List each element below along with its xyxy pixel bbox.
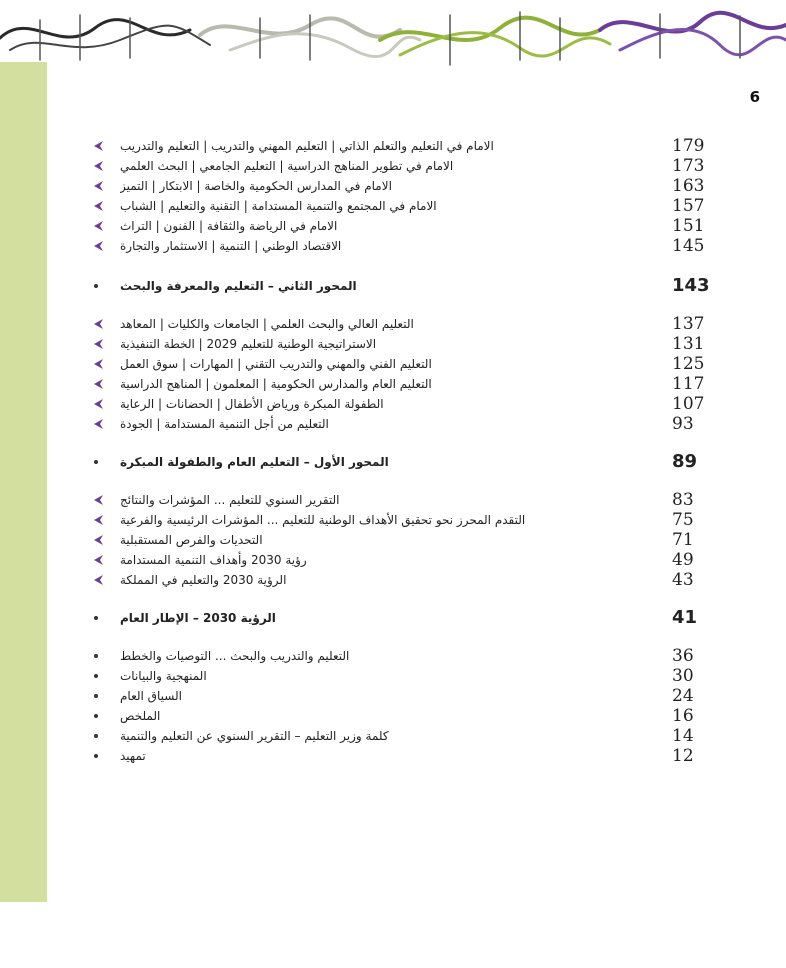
toc-section-title: ﺍﻟﻤﺤﻮﺭ ﺍﻷﻭﻝ – ﺍﻟﺘﻌﻠﻴﻢ ﺍﻟﻌﺎﻡ ﻭﺍﻟﻄﻔﻮﻟﺔ ﺍﻟﻤﺒﻜﺮﺓ (120, 455, 389, 469)
toc-entry[interactable] (80, 491, 732, 511)
toc-entry-page: 93 (672, 414, 694, 434)
toc-section-title: ﺍﻟﺮﺅﻳﺔ 2030 – ﺍﻹﻃﺎﺭ ﺍﻟﻌﺎﻡ (120, 611, 276, 625)
chevron-icon (92, 358, 104, 370)
toc-entry[interactable] (80, 375, 732, 395)
toc-section-title: ﺍﻟﻤﺤﻮﺭ ﺍﻟﺜﺎﻧﻲ – ﺍﻟﺘﻌﻠﻴﻢ ﻭﺍﻟﻤﻌﺮﻓﺔ ﻭﺍﻟﺒﺤﺚ (120, 279, 357, 293)
dot-icon (92, 612, 104, 624)
chevron-icon (92, 200, 104, 212)
toc-entry-page: 83 (672, 490, 694, 510)
toc-entry-page: 24 (672, 686, 694, 706)
toc-entry[interactable] (80, 197, 732, 217)
dot-icon (92, 280, 104, 292)
toc-entry-title: ﺍﻟﻤﻨﻬﺠﻴﺔ ﻭﺍﻟﺒﻴﺎﻧﺎﺕ (120, 669, 207, 683)
toc-entry-page: 157 (672, 196, 705, 216)
toc-entry[interactable] (80, 137, 732, 157)
chevron-icon (92, 514, 104, 526)
chevron-icon (92, 378, 104, 390)
chevron-icon (92, 494, 104, 506)
chevron-icon (92, 220, 104, 232)
dot-icon (92, 710, 104, 722)
toc-section-page: 89 (672, 451, 698, 472)
chevron-icon (92, 554, 104, 566)
toc-entry-title: ﺍﻻﻗﺘﺼﺎﺩ ﺍﻟﻮﻃﻨﻲ | ﺍﻟﺘﻨﻤﻴﺔ | ﺍﻻﺳﺘﺜﻤﺎﺭ ﻭﺍﻟﺘﺠﺎﺭﺓ (120, 239, 342, 253)
dot-icon (92, 670, 104, 682)
chevron-icon (92, 398, 104, 410)
chevron-icon (92, 418, 104, 430)
toc-entry-page: 145 (672, 236, 705, 256)
toc-entry[interactable] (80, 511, 732, 531)
toc-entry[interactable] (80, 315, 732, 335)
dot-icon (92, 456, 104, 468)
toc-entry-title: ﺍﻟﺘﻘﺮﻳﺮ ﺍﻟﺴﻨﻮﻱ ﻟﻠﺘﻌﻠﻴﻢ ... ﺍﻟﻤﺆﺷﺮﺍﺕ ﻭﺍﻟﻨﺘﺎﺋﺞ (120, 493, 340, 507)
toc-entry-title: ﺍﻟﺘﻌﻠﻴﻢ ﺍﻟﻌﺎﻡ ﻭﺍﻟﻤﺪﺍﺭﺱ ﺍﻟﺤﻜﻮﻣﻴﺔ | ﺍﻟﻤﻌﻠﻤﻮﻥ | ﺍﻟﻤﻨﺎﻫﺞ ﺍﻟﺪﺭﺍﺳﻴﺔ (120, 377, 432, 391)
toc-entry[interactable] (80, 335, 732, 355)
toc-entry-page: 107 (672, 394, 705, 414)
chevron-icon (92, 574, 104, 586)
toc-section-page: 143 (672, 275, 710, 296)
toc-entry-page: 151 (672, 216, 705, 236)
toc-entry[interactable] (80, 551, 732, 571)
toc-entry-title: ﺍﻻﻣﺎﻡ ﻓﻲ ﺍﻟﺘﻌﻠﻴﻢ ﻭﺍﻟﺘﻌﻠﻢ ﺍﻟﺬﺍﺗﻲ | ﺍﻟﺘﻌﻠﻴﻢ ﺍﻟﻤﻬﻨﻲ ﻭﺍﻟﺘﺪﺭﻳﺐ | ﺍﻟﺘﻌﻠﻴﻢ ﻭﺍﻟﺘﺪﺭﻳﺐ (120, 139, 494, 153)
toc-entry-page: 14 (672, 726, 694, 746)
toc-entry-title: ﺍﻟﺴﻴﺎﻕ ﺍﻟﻌﺎﻡ (120, 689, 182, 703)
toc-entry[interactable] (80, 667, 732, 687)
toc-entry-page: 36 (672, 646, 694, 666)
toc-section-page: 41 (672, 607, 698, 628)
sidebar-color-band (0, 62, 47, 902)
toc-section-heading[interactable] (80, 609, 732, 629)
toc-entry[interactable] (80, 707, 732, 727)
toc-entry-title: ﺍﻻﻣﺎﻡ ﻓﻲ ﺍﻟﻤﺠﺘﻤﻊ ﻭﺍﻟﺘﻨﻤﻴﺔ ﺍﻟﻤﺴﺘﺪﺍﻣﺔ | ﺍﻟﺘﻘﻨﻴﺔ ﻭﺍﻟﺘﻌﻠﻴﻢ | ﺍﻟﺸﺒﺎﺏ (120, 199, 437, 213)
chevron-icon (92, 534, 104, 546)
toc-entry-title: ﺍﻟﺘﻘﺪﻡ ﺍﻟﻤﺤﺮﺯ ﻧﺤﻮ ﺗﺤﻘﻴﻖ ﺍﻷﻫﺪﺍﻑ ﺍﻟﻮﻃﻨﻴﺔ ﻟﻠﺘﻌﻠﻴﻢ ... ﺍﻟﻤﺆﺷﺮﺍﺕ ﺍﻟﺮﺋﻴﺴﻴﺔ ﻭﺍﻟﻔﺮﻋﻴﺔ (120, 513, 526, 527)
chevron-icon (92, 338, 104, 350)
toc-entry[interactable] (80, 355, 732, 375)
toc-entry[interactable] (80, 747, 732, 767)
chevron-icon (92, 240, 104, 252)
toc-entry-title: ﺍﻟﺘﻌﻠﻴﻢ ﻭﺍﻟﺘﺪﺭﻳﺐ ﻭﺍﻟﺒﺤﺚ ... ﺍﻟﺘﻮﺻﻴﺎﺕ ﻭﺍﻟﺨﻄﻂ (120, 649, 350, 663)
toc-entry-title: ﺭﺅﻳﺔ 2030 ﻭﺃﻫﺪﺍﻑ ﺍﻟﺘﻨﻤﻴﺔ ﺍﻟﻤﺴﺘﺪﺍﻣﺔ (120, 553, 307, 567)
toc-entry-page: 163 (672, 176, 705, 196)
chevron-icon (92, 318, 104, 330)
dot-icon (92, 730, 104, 742)
toc-entry-page: 16 (672, 706, 694, 726)
toc-entry-title: ﺍﻟﻄﻔﻮﻟﺔ ﺍﻟﻤﺒﻜﺮﺓ ﻭﺭﻳﺎﺽ ﺍﻷﻃﻔﺎﻝ | ﺍﻟﺤﻀﺎﻧﺎﺕ | ﺍﻟﺮﻋﺎﻳﺔ (120, 397, 384, 411)
chevron-icon (92, 140, 104, 152)
toc-entry-page: 49 (672, 550, 694, 570)
toc-entry-title: ﺍﻟﺘﻌﻠﻴﻢ ﺍﻟﻔﻨﻲ ﻭﺍﻟﻤﻬﻨﻲ ﻭﺍﻟﺘﺪﺭﻳﺐ ﺍﻟﺘﻘﻨﻲ | ﺍﻟﻤﻬﺎﺭﺍﺕ | ﺳﻮﻕ ﺍﻟﻌﻤﻞ (120, 357, 432, 371)
toc-entry-title: ﺗﻤﻬﻴﺪ (120, 749, 146, 763)
toc-entry[interactable] (80, 217, 732, 237)
toc-entry-page: 12 (672, 746, 694, 766)
toc-entry[interactable] (80, 237, 732, 257)
toc-entry[interactable] (80, 571, 732, 591)
toc-entry-page: 125 (672, 354, 705, 374)
toc-entry[interactable] (80, 531, 732, 551)
toc-entry-page: 75 (672, 510, 694, 530)
toc-entry-page: 71 (672, 530, 694, 550)
toc-entry-page: 117 (672, 374, 705, 394)
toc-entry[interactable] (80, 395, 732, 415)
toc-section-heading[interactable] (80, 453, 732, 473)
dot-icon (92, 650, 104, 662)
toc-entry-title: ﺍﻟﺮﺅﻳﺔ 2030 ﻭﺍﻟﺘﻌﻠﻴﻢ ﻓﻲ ﺍﻟﻤﻤﻠﻜﺔ (120, 573, 287, 587)
toc-entry-title: ﺍﻻﻣﺎﻡ ﻓﻲ ﺗﻄﻮﻳﺮ ﺍﻟﻤﻨﺎﻫﺞ ﺍﻟﺪﺭﺍﺳﻴﺔ | ﺍﻟﺘﻌﻠﻴﻢ ﺍﻟﺠﺎﻣﻌﻲ | ﺍﻟﺒﺤﺚ ﺍﻟﻌﻠﻤﻲ (120, 159, 454, 173)
toc-entry-title: ﺍﻟﺘﻌﻠﻴﻢ ﻣﻦ ﺃﺟﻞ ﺍﻟﺘﻨﻤﻴﺔ ﺍﻟﻤﺴﺘﺪﺍﻣﺔ | ﺍﻟﺠﻮﺩﺓ (120, 417, 329, 431)
toc-entry[interactable] (80, 177, 732, 197)
toc-entry-title: ﺍﻻﺳﺘﺮﺍﺗﻴﺠﻴﺔ ﺍﻟﻮﻃﻨﻴﺔ ﻟﻠﺘﻌﻠﻴﻢ 2029 | ﺍﻟﺨﻄﺔ ﺍﻟﺘﻨﻔﻴﺬﻳﺔ (120, 337, 377, 351)
toc-entry-title: ﺍﻟﺘﻌﻠﻴﻢ ﺍﻟﻌﺎﻟﻲ ﻭﺍﻟﺒﺤﺚ ﺍﻟﻌﻠﻤﻲ | ﺍﻟﺠﺎﻣﻌﺎﺕ ﻭﺍﻟﻜﻠﻴﺎﺕ | ﺍﻟﻤﻌﺎﻫﺪ (120, 317, 414, 331)
dot-icon (92, 690, 104, 702)
toc-entry-title: ﺍﻻﻣﺎﻡ ﻓﻲ ﺍﻟﻤﺪﺍﺭﺱ ﺍﻟﺤﻜﻮﻣﻴﺔ ﻭﺍﻟﺨﺎﺻﺔ | ﺍﻻﺑﺘﻜﺎﺭ | ﺍﻟﺘﻤﻴﺰ (120, 179, 392, 193)
toc-entry-page: 131 (672, 334, 705, 354)
toc-entry-page: 30 (672, 666, 694, 686)
page-number: 6 (749, 88, 760, 106)
toc-entry-page: 173 (672, 156, 705, 176)
toc-entry-page: 137 (672, 314, 705, 334)
toc-entry-title: ﺍﻟﻤﻠﺨﺺ (120, 709, 161, 723)
dot-icon (92, 750, 104, 762)
chevron-icon (92, 180, 104, 192)
calligraphy-header-art (0, 0, 786, 75)
toc-entry[interactable] (80, 415, 732, 435)
toc-entry-title: ﻛﻠﻤﺔ ﻭﺯﻳﺮ ﺍﻟﺘﻌﻠﻴﻢ – ﺍﻟﺘﻘﺮﻳﺮ ﺍﻟﺴﻨﻮﻱ ﻋﻦ ﺍﻟﺘﻌﻠﻴﻢ ﻭﺍﻟﺘﻨﻤﻴﺔ (120, 729, 389, 743)
toc-entry-title: ﺍﻟﺘﺤﺪﻳﺎﺕ ﻭﺍﻟﻔﺮﺹ ﺍﻟﻤﺴﺘﻘﺒﻠﻴﺔ (120, 533, 263, 547)
toc-entry[interactable] (80, 727, 732, 747)
toc-entry-page: 43 (672, 570, 694, 590)
toc-entry[interactable] (80, 157, 732, 177)
toc-entry[interactable] (80, 687, 732, 707)
toc-section-heading[interactable] (80, 277, 732, 297)
toc-entry-title: ﺍﻻﻣﺎﻡ ﻓﻲ ﺍﻟﺮﻳﺎﺿﺔ ﻭﺍﻟﺜﻘﺎﻓﺔ | ﺍﻟﻔﻨﻮﻥ | ﺍﻟﺘﺮﺍﺙ (120, 219, 338, 233)
toc-entry-page: 179 (672, 136, 705, 156)
toc-entry[interactable] (80, 647, 732, 667)
chevron-icon (92, 160, 104, 172)
